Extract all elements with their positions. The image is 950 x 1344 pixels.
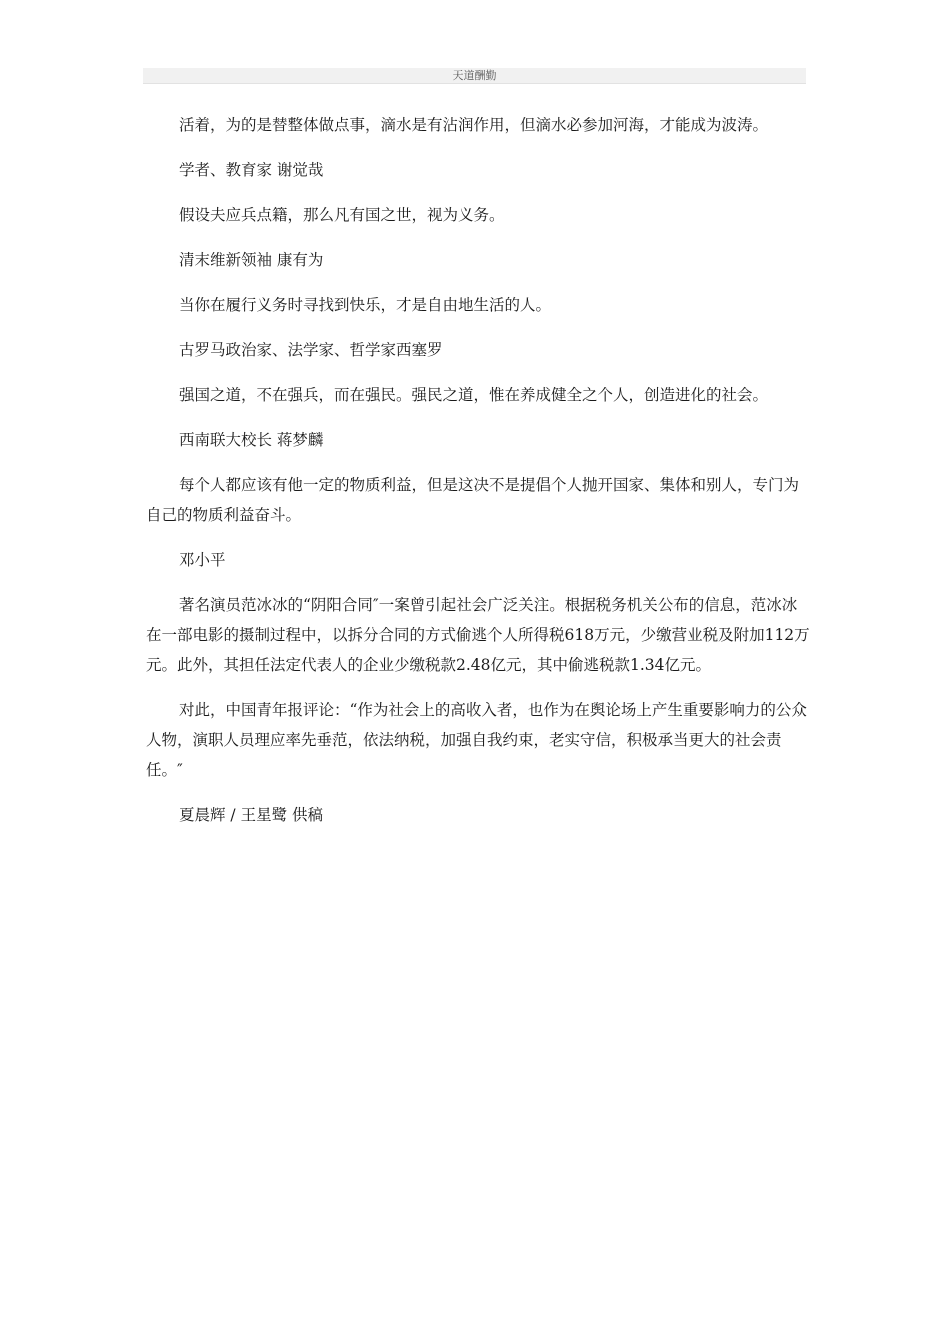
quote-paragraph: 强国之道，不在强兵，而在强民。强民之道，惟在养成健全之个人，创造进化的社会。 (179, 386, 769, 404)
quote-attribution: 古罗马政治家、法学家、哲学家西塞罗 (179, 341, 443, 359)
contributor-credit: 夏晨辉 / 王星鹭 供稿 (179, 806, 324, 824)
body-paragraph: 对此，中国青年报评论：“作为社会上的高收入者，也作为在舆论场上产生重要影响力的公众人物，演职人员理应率先垂范，依法纳税，加强自我约束，老实守信，积极承当更大的社会责任。″ (146, 701, 807, 779)
quote-paragraph: 每个人都应该有他一定的物质利益，但是这决不是提倡个人抛开国家、集体和别人，专门为自己的物质利益奋斗。 (146, 476, 800, 524)
quote-attribution: 学者、教育家 谢觉哉 (179, 161, 324, 179)
page-header: 天道酬勤 (143, 68, 806, 84)
quote-paragraph: 假设夫应兵点籍，那么凡有国之世，视为义务。 (179, 206, 505, 224)
quote-paragraph: 活着，为的是替整体做点事，滴水是有沾润作用，但滴水必参加河海，才能成为波涛。 (179, 116, 769, 134)
document-body (146, 110, 810, 845)
body-paragraph: 著名演员范冰冰的“阴阳合同″一案曾引起社会广泛关注。根据税务机关公布的信息，范冰冰在一部电影的摄制过程中，以拆分合同的方式偷逃个人所得税618万元，少缴营业税及附加112万元。此外，其担任法定代表人的企业少缴税款2.48亿元，其中偷逃税款1.34亿元。 (146, 596, 810, 674)
quote-attribution: 邓小平 (179, 551, 226, 569)
quote-paragraph: 当你在履行义务时寻找到快乐，才是自由地生活的人。 (179, 296, 552, 314)
quote-attribution: 西南联大校长 蒋梦麟 (179, 431, 324, 449)
quote-attribution: 清末维新领袖 康有为 (179, 251, 324, 269)
